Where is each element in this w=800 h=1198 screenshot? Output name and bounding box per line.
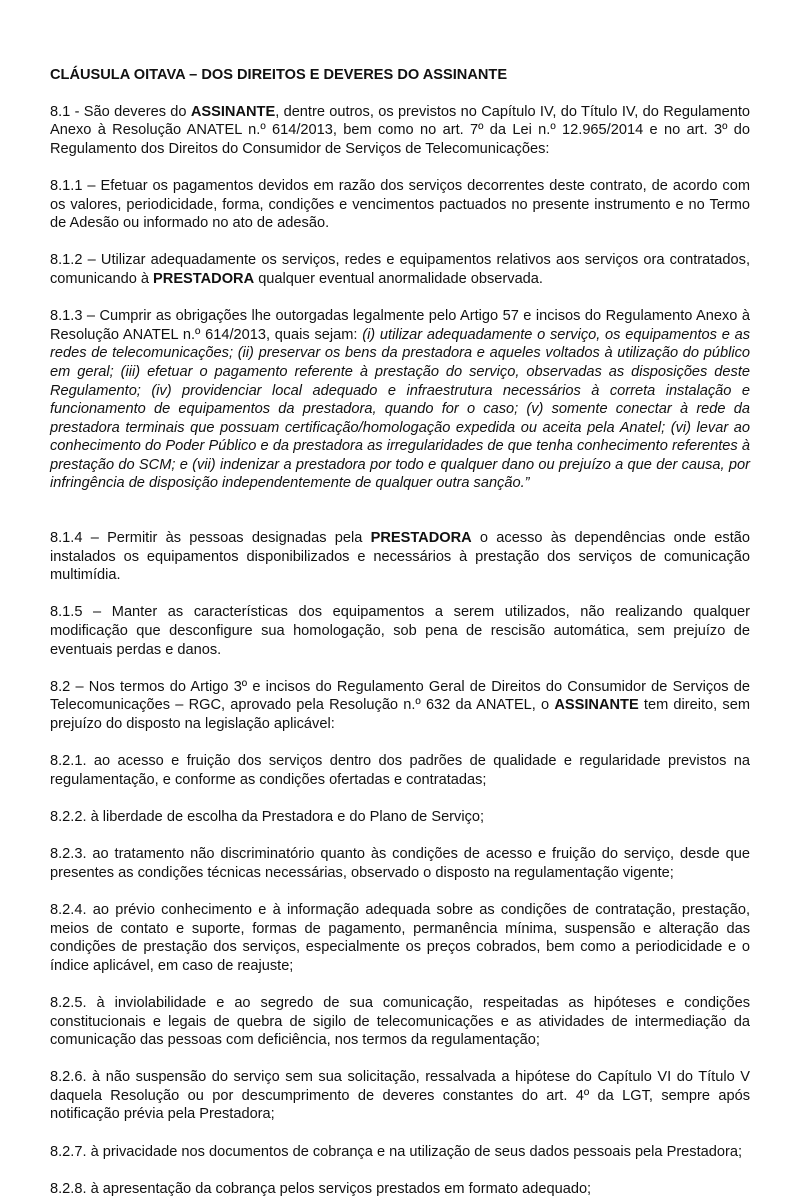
paragraph-8-2-3: 8.2.3. ao tratamento não discriminatório quanto às condições de acesso e fruição do serviço, desde que presentes as condições técnicas necessárias, observado o disposto na regulamentação vigente; [50,846,750,881]
quoted-obligations: (i) utilizar adequadamente o serviço, os equipamentos e as redes de telecomunicações; (ii) preservar os bens da prestadora e aqueles voltados à utilização do público em geral; (iii) efetuar o pagamento referente à prestação do serviço, observadas as disposições deste Regulamento; (iv) providenciar local adequado e infraestrutura necessários à correta instalação e funcionamento de equipamentos da prestadora, quando for o caso; (v) somente conectar à rede da prestadora terminais que possuam certificação/homologação expedida ou aceita pela Anatel; (vi) levar ao conhecimento do Poder Público e da prestadora as irregularidades de que tenha conhecimento referentes à prestação do SCM; e (vii) indenizar a prestadora por todo e qualquer dano ou prejuízo a que der causa, por infringência de disposição independentemente de qualquer outra sanção.” [50,326,750,492]
clause-title: CLÁUSULA OITAVA – DOS DIREITOS E DEVERES DO ASSINANTE [50,67,508,83]
paragraph-8-2-6: 8.2.6. à não suspensão do serviço sem sua solicitação, ressalvada a hipótese do Capítulo VI do Título V daquela Resolução ou por descumprimento de deveres constantes do art. 4º da LGT, sempre após notificação prévia pela Prestadora; [50,1069,750,1123]
prestadora-term: PRESTADORA [370,530,472,547]
paragraph-8-1-3: 8.1.3 – Cumprir as obrigações lhe outorgadas legalmente pelo Artigo 57 e incisos do Regulamento Anexo à Resolução ANATEL n.º 614/2013, quais sejam: (i) utilizar adequadamente o serviço, os equipamentos e as redes de telecomunicações; (ii) preservar os bens da prestadora e aqueles voltados à utilização do público em geral; (iii) efetuar o pagamento referente à prestação do serviço, observadas as disposições deste Regulamento; (iv) providenciar local adequado e infraestrutura necessários à correta instalação e funcionamento de equipamentos da prestadora, quando for o caso; (v) somente conectar à rede da prestadora terminais que possuam certificação/homologação expedida ou aceita pela Anatel; (vi) levar ao conhecimento do Poder Público e da prestadora as irregularidades de que tenha conhecimento referentes à prestação do SCM; e (vii) indenizar a prestadora por todo e qualquer dano ou prejuízo a que der causa, por infringência de disposição independentemente de qualquer outra sanção.” [50,308,750,492]
paragraph-8-2-5: 8.2.5. à inviolabilidade e ao segredo de sua comunicação, respeitadas as hipóteses e condições constitucionais e legais de quebra de sigilo de telecomunicações e as atividades de intermediação da comunicação das pessoas com deficiência, nos termos da regulamentação; [50,994,750,1049]
assinante-term: ASSINANTE [190,103,276,120]
paragraph-8-1-2: 8.1.2 – Utilizar adequadamente os serviços, redes e equipamentos relativos aos serviços ora contratados, comunicando à PRESTADORA qualquer eventual anormalidade observada. [50,252,750,287]
paragraph-8-2-4: 8.2.4. ao prévio conhecimento e à informação adequada sobre as condições de contratação, prestação, meios de contato e suporte, formas de pagamento, permanência mínima, suspensão e alteração das condições de prestação dos serviços, especialmente os preços cobrados, bem como a periodicidade e o índice aplicável, em caso de reajuste; [50,901,750,974]
paragraph-8-1-1: 8.1.1 – Efetuar os pagamentos devidos em razão dos serviços decorrentes deste contrato, de acordo com os valores, periodicidade, forma, condições e vencimentos pactuados no presente instrumento e no Termo de Adesão ou informado no ato de adesão. [50,177,750,232]
assinante-term: ASSINANTE [554,697,639,714]
paragraph-8-1-4: 8.1.4 – Permitir às pessoas designadas pela PRESTADORA o acesso às dependências onde estão instalados os equipamentos disponibilizados e necessários à prestação dos serviços de comunicação multimídia. [50,530,750,584]
paragraph-8-2-7: 8.2.7. à privacidade nos documentos de cobrança e na utilização de seus dados pessoais pela Prestadora; [50,1143,743,1160]
paragraph-8-2-1: 8.2.1. ao acesso e fruição dos serviços dentro dos padrões de qualidade e regularidade previstos na regulamentação, e conforme as condições ofertadas e contratadas; [50,753,750,788]
prestadora-term: PRESTADORA [153,270,255,287]
paragraph-8-2-8: 8.2.8. à apresentação da cobrança pelos serviços prestados em formato adequado; [50,1180,592,1197]
paragraph-8-2: 8.2 – Nos termos do Artigo 3º e incisos do Regulamento Geral de Direitos do Consumidor de Serviços de Telecomunicações – RGC, aprovado pela Resolução n.º 632 da ANATEL, o ASSINANTE tem direito, sem prejuízo do disposto na legislação aplicável: [50,678,750,732]
paragraph-8-2-2: 8.2.2. à liberdade de escolha da Prestadora e do Plano de Serviço; [50,808,485,825]
paragraph-8-1-5: 8.1.5 – Manter as características dos equipamentos a serem utilizados, não realizando qualquer modificação que desconfigure sua homologação, sob pena de rescisão automática, sem prejuízo de eventuais perdas e danos. [50,604,750,658]
paragraph-8-1: 8.1 - São deveres do ASSINANTE, dentre outros, os previstos no Capítulo IV, do Título IV, do Regulamento Anexo à Resolução ANATEL n.º 614/2013, bem como no art. 7º da Lei n.º 12.965/2014 e no art. 3º do Regulamento dos Direitos do Consumidor de Serviços de Telecomunicações: [50,103,750,157]
